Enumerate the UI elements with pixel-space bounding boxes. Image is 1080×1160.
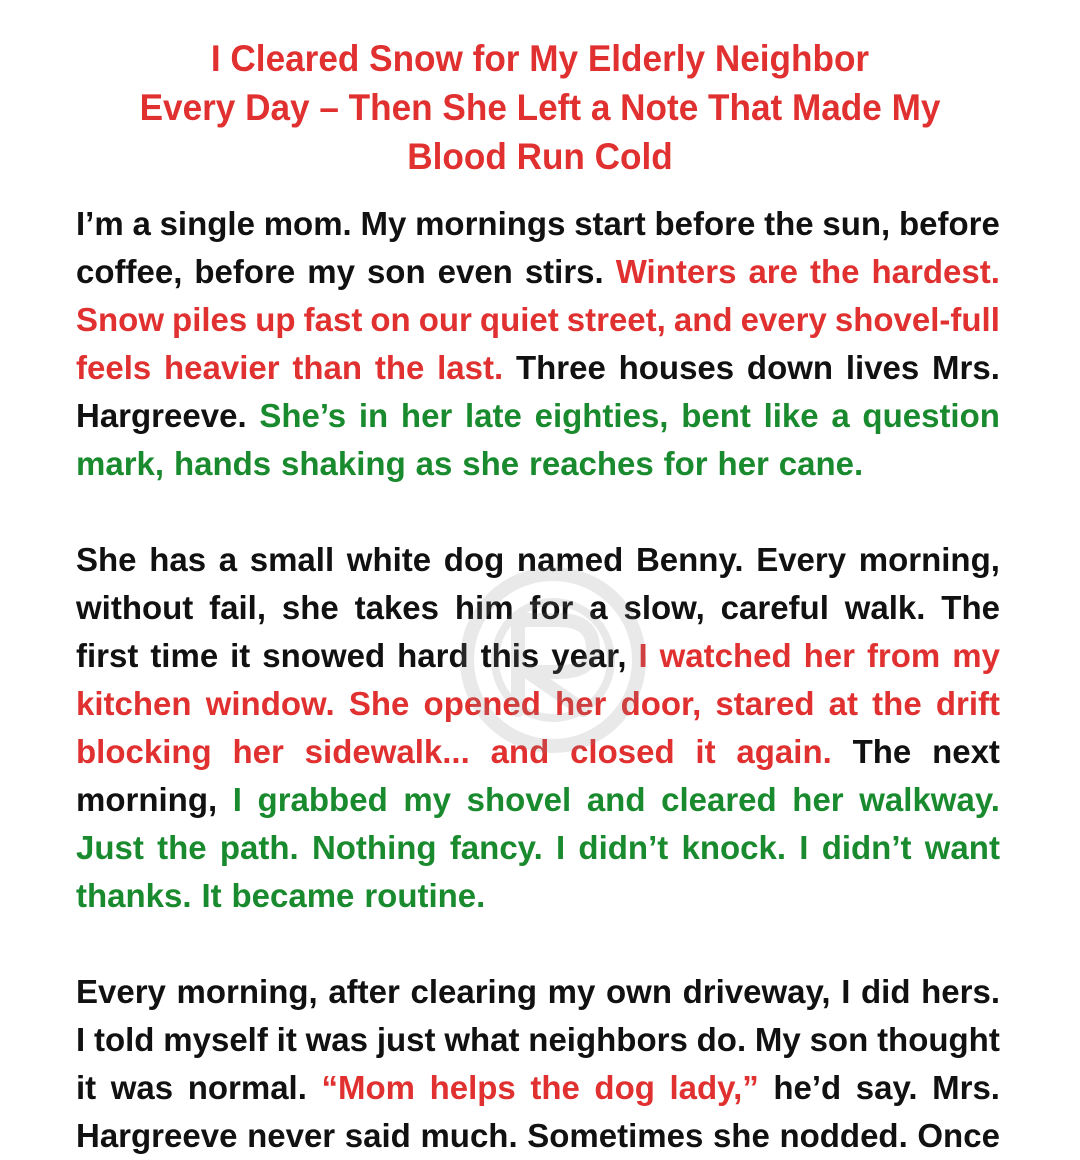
- story-word: own: [606, 973, 672, 1010]
- story-word: I’m: [76, 205, 124, 242]
- story-word: him: [454, 589, 514, 626]
- story-word: it: [76, 1069, 97, 1106]
- story-word: my: [952, 637, 1000, 674]
- story-word: Every: [76, 973, 166, 1010]
- story-word: say.: [855, 1069, 918, 1106]
- story-word: I: [232, 781, 242, 818]
- story-word: she: [462, 445, 520, 482]
- article-title: [113, 34, 968, 181]
- story-word: fast: [303, 301, 363, 338]
- story-word: the: [810, 253, 860, 290]
- story-word: slow,: [623, 589, 705, 626]
- story-line: [76, 728, 1000, 776]
- story-word: sidewalk...: [304, 733, 470, 770]
- story-word: again.: [736, 733, 832, 770]
- story-word: her: [717, 445, 769, 482]
- story-word: after: [328, 973, 400, 1010]
- story-word: kitchen: [76, 685, 192, 722]
- story-word: it: [695, 733, 716, 770]
- story-word: mornings: [415, 205, 566, 242]
- title-line-3: Blood Run Cold: [407, 136, 673, 177]
- story-word: Snow: [76, 301, 164, 338]
- story-word: fail,: [209, 589, 267, 626]
- story-word: like: [763, 397, 819, 434]
- story-line: [76, 1016, 1000, 1064]
- story-word: mom.: [263, 205, 352, 242]
- story-word: from: [866, 637, 941, 674]
- story-word: Mrs.: [932, 1069, 1000, 1106]
- story-word: knock.: [681, 829, 787, 866]
- story-word: told: [93, 1021, 155, 1058]
- story-word: snowed: [262, 637, 386, 674]
- story-word: question: [862, 397, 1000, 434]
- story-word: door,: [620, 685, 702, 722]
- story-line: [76, 344, 1000, 392]
- story-line: [76, 296, 1000, 344]
- story-word: dog: [443, 541, 505, 578]
- story-word: window.: [205, 685, 335, 722]
- story-word: reaches: [529, 445, 654, 482]
- story-word: dog: [594, 1069, 655, 1106]
- story-word: what: [444, 1021, 520, 1058]
- story-word: hands: [173, 445, 272, 482]
- story-word: sun,: [822, 205, 891, 242]
- story-word: Hargreeve: [76, 1117, 238, 1154]
- story-word: hers.: [921, 973, 1000, 1010]
- story-word: morning,: [176, 973, 318, 1010]
- story-word: mark,: [76, 445, 165, 482]
- story-word: stirs.: [524, 253, 604, 290]
- story-word: normal.: [187, 1069, 307, 1106]
- story-word: piles: [172, 301, 248, 338]
- story-word: hard: [397, 637, 469, 674]
- story-word: She’s: [259, 397, 347, 434]
- story-word: she: [281, 589, 339, 626]
- paragraph-gap: [76, 488, 1000, 536]
- story-word: her: [792, 781, 844, 818]
- story-word: the: [374, 349, 425, 386]
- story-line: [76, 968, 1000, 1016]
- story-word: and: [673, 301, 733, 338]
- story-word: quiet: [479, 301, 559, 338]
- story-line: [76, 200, 1000, 248]
- story-word: first: [76, 637, 139, 674]
- story-word: next: [932, 733, 1000, 770]
- story-word: are: [748, 253, 798, 290]
- story-line: [76, 1112, 1000, 1160]
- title-line-2: Every Day – Then She Left a Note That Made My: [139, 87, 941, 128]
- story-word: a: [218, 541, 238, 578]
- story-word: late: [465, 397, 522, 434]
- story-word: became: [231, 877, 355, 914]
- story-word: the: [157, 829, 207, 866]
- story-line: [76, 392, 1000, 440]
- story-word: this: [480, 637, 540, 674]
- story-word: before: [654, 205, 756, 242]
- story-word: her: [400, 397, 453, 434]
- story-word: her: [803, 637, 855, 674]
- story-word: was: [305, 1021, 369, 1058]
- story-word: and: [586, 781, 646, 818]
- story-word: Every: [756, 541, 847, 578]
- story-word: She: [76, 541, 137, 578]
- story-word: myself: [163, 1021, 268, 1058]
- story-word: want: [924, 829, 1000, 866]
- story-word: Hargreeve.: [76, 397, 247, 434]
- story-word: on: [370, 301, 411, 338]
- story-word: without: [76, 589, 194, 626]
- story-word: son: [809, 1021, 869, 1058]
- story-word: never: [247, 1117, 336, 1154]
- story-word: I: [76, 1021, 86, 1058]
- story-word: walk.: [844, 589, 926, 626]
- story-word: opened: [423, 685, 541, 722]
- story-word: It: [201, 877, 222, 914]
- story-word: I: [556, 829, 566, 866]
- story-word: white: [346, 541, 432, 578]
- story-word: a: [589, 589, 608, 626]
- story-word: my: [403, 781, 452, 818]
- story-word: shovel-full: [834, 301, 1000, 338]
- story-word: eighties,: [534, 397, 669, 434]
- story-word: Just: [76, 829, 144, 866]
- story-line: [76, 776, 1000, 824]
- story-word: cleared: [661, 781, 777, 818]
- paragraph-gap: [76, 920, 1000, 968]
- story-word: Nothing: [311, 829, 437, 866]
- story-word: for: [529, 589, 574, 626]
- story-word: at: [828, 685, 858, 722]
- story-word: My: [360, 205, 407, 242]
- story-word: said: [344, 1117, 411, 1154]
- story-line: [76, 1064, 1000, 1112]
- story-word: last.: [437, 349, 504, 386]
- story-word: morning,: [76, 781, 218, 818]
- story-word: it: [276, 1021, 297, 1058]
- story-word: takes: [354, 589, 440, 626]
- story-body: [76, 200, 1000, 1160]
- story-word: he’d: [773, 1069, 842, 1106]
- story-line: [76, 632, 1000, 680]
- story-word: every: [740, 301, 827, 338]
- story-word: our: [418, 301, 472, 338]
- story-word: clearing: [410, 973, 538, 1010]
- story-word: “Mom: [321, 1069, 415, 1106]
- story-word: I: [841, 973, 851, 1010]
- story-line: [76, 872, 1000, 920]
- story-word: The: [941, 589, 1000, 626]
- story-word: cane.: [778, 445, 864, 482]
- story-word: feels: [76, 349, 152, 386]
- story-word: just: [376, 1021, 436, 1058]
- story-word: nodded.: [779, 1117, 908, 1154]
- story-word: shovel: [466, 781, 572, 818]
- story-word: even: [437, 253, 513, 290]
- story-word: time: [150, 637, 219, 674]
- story-word: She: [348, 685, 410, 722]
- story-line: [76, 824, 1000, 872]
- story-word: my: [547, 973, 596, 1010]
- story-word: stared: [715, 685, 815, 722]
- story-word: single: [159, 205, 255, 242]
- story-word: houses: [618, 349, 735, 386]
- story-word: up: [255, 301, 296, 338]
- story-word: and: [490, 733, 550, 770]
- story-word: a: [132, 205, 151, 242]
- story-word: a: [831, 397, 850, 434]
- story-word: the: [872, 685, 922, 722]
- story-word: do.: [696, 1021, 747, 1058]
- story-word: named: [516, 541, 624, 578]
- story-word: before: [194, 253, 296, 290]
- story-word: it: [230, 637, 251, 674]
- story-word: year,: [551, 637, 627, 674]
- story-word: closed: [570, 733, 675, 770]
- story-word: the: [764, 205, 814, 242]
- story-word: hardest.: [871, 253, 1000, 290]
- story-word: I: [638, 637, 648, 674]
- story-word: has: [149, 541, 207, 578]
- story-word: she: [712, 1117, 770, 1154]
- story-word: path.: [219, 829, 299, 866]
- story-word: Winters: [615, 253, 737, 290]
- story-word: bent: [681, 397, 751, 434]
- story-word: My: [754, 1021, 801, 1058]
- story-word: street,: [566, 301, 666, 338]
- story-word: I: [799, 829, 809, 866]
- story-word: than: [292, 349, 363, 386]
- story-word: thanks.: [76, 877, 192, 914]
- story-word: start: [574, 205, 646, 242]
- story-line: [76, 680, 1000, 728]
- story-word: coffee,: [76, 253, 183, 290]
- story-word: Sometimes: [527, 1117, 704, 1154]
- story-word: her: [232, 733, 284, 770]
- story-word: The: [852, 733, 912, 770]
- story-word: Three: [515, 349, 606, 386]
- story-word: watched: [659, 637, 792, 674]
- story-line: [76, 536, 1000, 584]
- story-word: down: [746, 349, 834, 386]
- story-word: careful: [720, 589, 829, 626]
- story-word: thought: [877, 1021, 1000, 1058]
- story-line: [76, 248, 1000, 296]
- title-line-1: I Cleared Snow for My Elderly Neighbor: [210, 38, 870, 79]
- story-word: Once: [917, 1117, 1000, 1154]
- story-word: her: [555, 685, 607, 722]
- story-word: fancy.: [449, 829, 543, 866]
- story-word: routine.: [364, 877, 486, 914]
- story-word: son: [366, 253, 426, 290]
- story-word: as: [415, 445, 453, 482]
- story-word: neighbors: [528, 1021, 688, 1058]
- story-word: blocking: [76, 733, 212, 770]
- story-word: driveway,: [682, 973, 831, 1010]
- story-word: grabbed: [257, 781, 388, 818]
- story-word: drift: [935, 685, 1000, 722]
- story-word: didn’t: [821, 829, 912, 866]
- story-word: morning,: [858, 541, 1000, 578]
- story-word: much.: [420, 1117, 518, 1154]
- story-word: Benny.: [635, 541, 744, 578]
- story-word: for: [663, 445, 708, 482]
- story-word: helps: [429, 1069, 516, 1106]
- story-word: the: [530, 1069, 580, 1106]
- story-line: [76, 584, 1000, 632]
- story-word: did: [861, 973, 911, 1010]
- story-line: [76, 440, 1000, 488]
- story-word: heavier: [164, 349, 280, 386]
- story-word: in: [358, 397, 389, 434]
- story-word: Mrs.: [932, 349, 1000, 386]
- story-word: lives: [845, 349, 920, 386]
- story-word: shaking: [281, 445, 406, 482]
- story-word: small: [249, 541, 335, 578]
- story-word: before: [899, 205, 1000, 242]
- story-word: my: [307, 253, 355, 290]
- story-word: didn’t: [578, 829, 669, 866]
- story-word: lady,”: [669, 1069, 759, 1106]
- story-word: was: [110, 1069, 174, 1106]
- story-word: walkway.: [859, 781, 1000, 818]
